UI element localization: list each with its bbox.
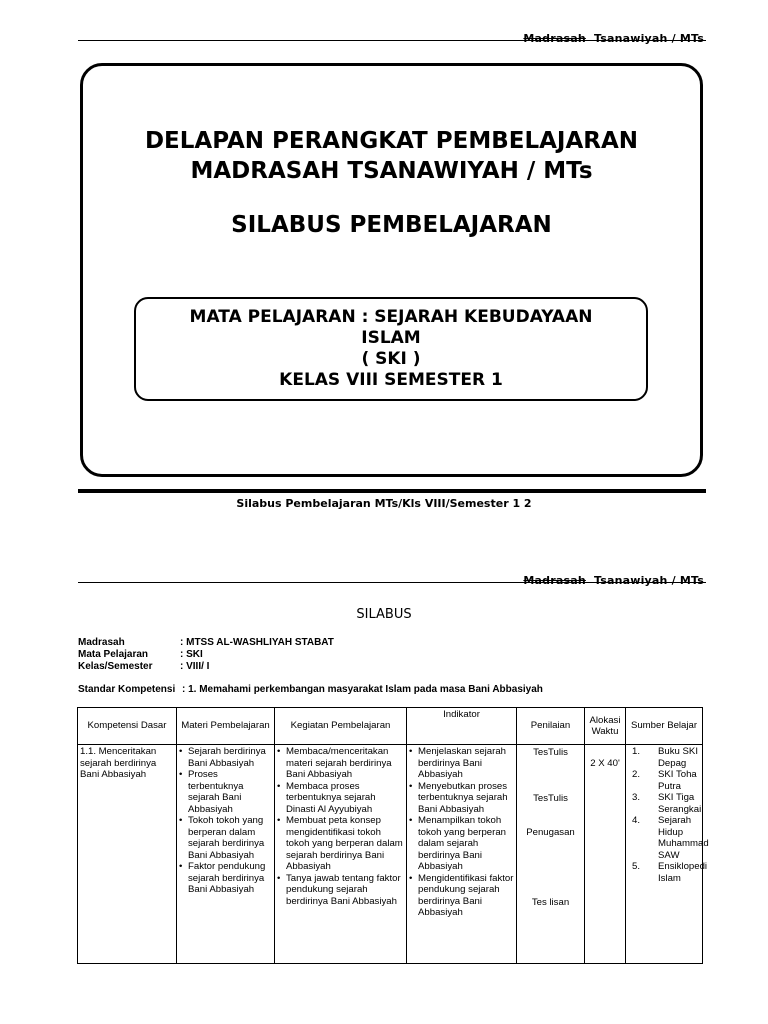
- subject-line1: MATA PELAJARAN : SEJARAH KEBUDAYAAN: [189, 307, 593, 327]
- info-label-kelas: Kelas/Semester: [78, 661, 153, 672]
- cell-sumber: [626, 745, 709, 964]
- cover-title-line2: MADRASAH TSANAWIYAH / MTs: [190, 158, 593, 184]
- penilaian-item: Tes lisan: [531, 897, 570, 908]
- running-header-2: [523, 574, 704, 587]
- col-header-alokasi: Alokasi Waktu: [585, 708, 626, 745]
- standar-kompetensi-value: : 1. Memahami perkembangan masyarakat Islam pada masa Bani Abbasiyah: [182, 684, 543, 695]
- sumber-item: 1. Buku SKI Depag: [632, 746, 698, 769]
- penilaian-item: Penugasan: [526, 827, 575, 838]
- header-tsanawiyah: Tsanawiyah / MTs: [593, 574, 704, 587]
- kegiatan-item: • Membaca proses terbentuknya sejarah Dinasti Al Ayyubiyah: [277, 781, 404, 816]
- sumber-item: 5. Ensiklopedi Islam: [632, 861, 708, 884]
- alokasi-value: 2 X 40': [590, 758, 620, 769]
- sumber-item: 2. SKI Toha Putra: [632, 769, 697, 792]
- indikator-item: • Menyebutkan proses terbentuknya sejarah Bani Abbasiyah: [409, 781, 514, 816]
- kegiatan-item: • Membaca/menceritakan materi sejarah berdirinya Bani Abbasiyah: [277, 746, 404, 781]
- cell-alokasi: [585, 745, 626, 964]
- sumber-item: 4. Sejarah Hidup Muhammad SAW: [632, 815, 709, 861]
- col-header-kegiatan: Kegiatan Pembelajaran: [275, 708, 407, 745]
- info-label-madrasah: Madrasah: [78, 637, 125, 648]
- header-tsanawiyah: Tsanawiyah / MTs: [593, 32, 704, 45]
- col-header-sumber: Sumber Belajar: [626, 708, 703, 745]
- silabus-heading: SILABUS: [356, 607, 412, 622]
- cell-indikator: [407, 745, 517, 964]
- subject-box: [134, 297, 648, 401]
- info-value-kelas: : VIII/ I: [180, 661, 210, 672]
- info-value-madrasah: : MTSS AL-WASHLIYAH STABAT: [180, 637, 334, 648]
- cell-materi: [177, 745, 275, 964]
- table-row: [78, 745, 703, 964]
- subject-line3: ( SKI ): [361, 349, 421, 369]
- info-value-mapel: : SKI: [180, 649, 203, 660]
- table-header-row: [78, 708, 703, 745]
- indikator-item: • Mengidentifikasi faktor pendukung sejarah berdirinya Bani Abbasiyah: [409, 873, 514, 919]
- standar-kompetensi-label: Standar Kompetensi: [78, 684, 176, 695]
- materi-item: • Proses terbentuknya sejarah Bani Abbasiyah: [179, 769, 272, 815]
- col-header-kompetensi: Kompetensi Dasar: [78, 708, 177, 745]
- indikator-item: • Menampilkan tokoh tokoh yang berperan dalam sejarah berdirinya Bani Abbasiyah: [409, 815, 514, 873]
- indikator-item: • Menjelaskan sejarah berdirinya Bani Abbasiyah: [409, 746, 514, 781]
- cover-title-line1: DELAPAN PERANGKAT PEMBELAJARAN: [144, 128, 639, 154]
- col-header-indikator: Indikator: [407, 708, 517, 745]
- syllabus-table: [77, 707, 709, 964]
- materi-item: • Faktor pendukung sejarah berdirinya Bani Abbasiyah: [179, 861, 272, 896]
- col-header-materi: Materi Pembelajaran: [177, 708, 275, 745]
- header-madrasah: Madrasah: [523, 574, 586, 587]
- subject-line2: ISLAM: [361, 328, 421, 348]
- footer-rule: [78, 489, 706, 493]
- sumber-item: 3. SKI Tiga Serangkai: [632, 792, 702, 815]
- header-madrasah: Madrasah: [523, 32, 586, 45]
- penilaian-item: TesTulis: [533, 793, 568, 804]
- page-footer: Silabus Pembelajaran MTs/Kls VIII/Semester 1 2: [236, 497, 532, 510]
- cover-box: [80, 63, 703, 477]
- subject-line4: KELAS VIII SEMESTER 1: [279, 370, 503, 390]
- materi-item: • Tokoh tokoh yang berperan dalam sejarah berdirinya Bani Abbasiyah: [179, 815, 272, 861]
- running-header-1: [523, 32, 704, 45]
- cover-title-line3: SILABUS PEMBELAJARAN: [231, 212, 552, 238]
- kegiatan-item: • Membuat peta konsep mengidentifikasi tokoh tokoh yang berperan dalam sejarah berdirinya Bani Abbasiyah: [277, 815, 404, 873]
- cell-kegiatan: [275, 745, 407, 964]
- col-header-penilaian: Penilaian: [517, 708, 585, 745]
- cell-penilaian: [517, 745, 585, 964]
- cell-kompetensi: 1.1. Menceritakan sejarah berdirinya Bani Abbasiyah: [78, 745, 177, 964]
- kegiatan-item: • Tanya jawab tentang faktor pendukung sejarah berdirinya Bani Abbasiyah: [277, 873, 404, 908]
- materi-item: • Sejarah berdirinya Bani Abbasiyah: [179, 746, 272, 769]
- penilaian-item: TesTulis: [533, 747, 568, 758]
- info-label-mapel: Mata Pelajaran: [78, 649, 149, 660]
